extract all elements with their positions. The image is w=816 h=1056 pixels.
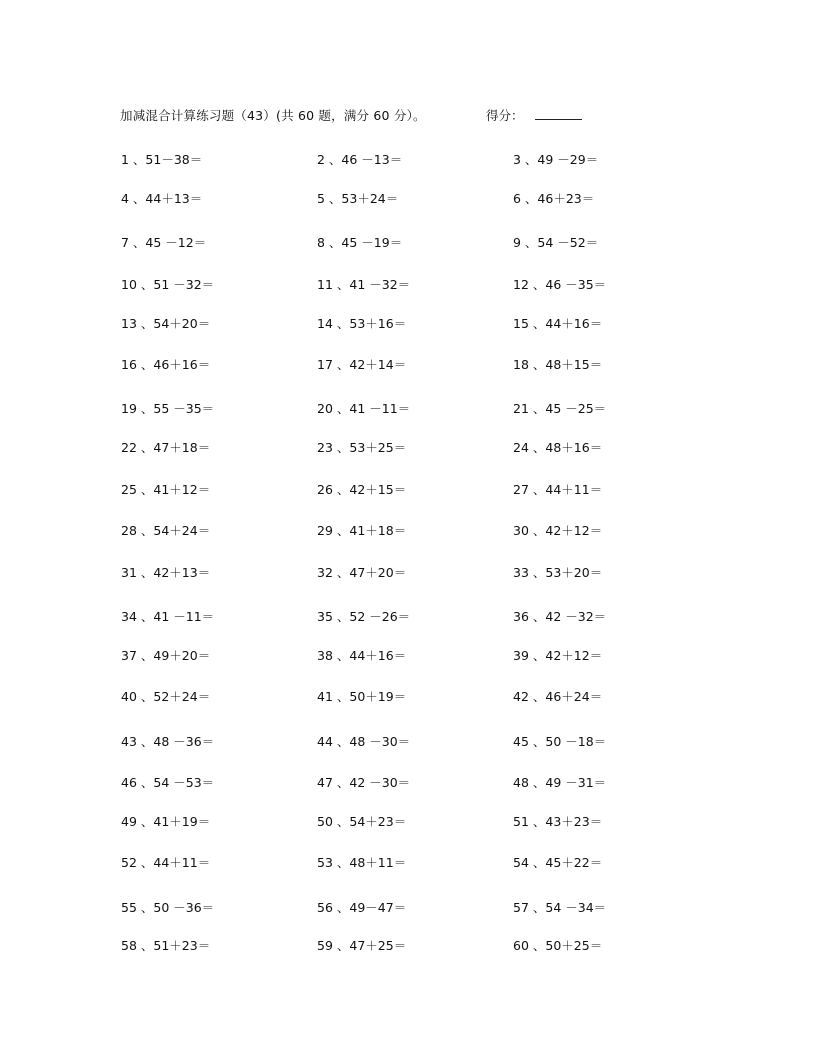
problem-item: 27 、44＋11＝	[513, 482, 603, 497]
problem-item: 39 、42＋12＝	[513, 648, 603, 663]
problem-item: 36 、42 －32＝	[513, 609, 607, 624]
worksheet-title: 加减混合计算练习题（43）(共 60 题，满分 60 分）。	[120, 108, 426, 123]
problem-item: 56 、49－47＝	[317, 900, 407, 915]
problem-item: 32 、47＋20＝	[317, 565, 407, 580]
problem-item: 12 、46 －35＝	[513, 277, 607, 292]
problem-item: 15 、44＋16＝	[513, 316, 603, 331]
problem-item: 41 、50＋19＝	[317, 689, 407, 704]
problem-item: 4 、44＋13＝	[121, 191, 203, 206]
problem-item: 50 、54＋23＝	[317, 814, 407, 829]
problem-item: 33 、53＋20＝	[513, 565, 603, 580]
problem-item: 44 、48 －30＝	[317, 734, 411, 749]
problem-item: 43 、48 －36＝	[121, 734, 215, 749]
problem-item: 31 、42＋13＝	[121, 565, 211, 580]
problem-item: 8 、45 －19＝	[317, 235, 403, 250]
problem-item: 3 、49 －29＝	[513, 152, 599, 167]
problem-item: 46 、54 －53＝	[121, 775, 215, 790]
problem-item: 2 、46 －13＝	[317, 152, 403, 167]
problem-item: 40 、52＋24＝	[121, 689, 211, 704]
problem-item: 51 、43＋23＝	[513, 814, 603, 829]
problem-item: 54 、45＋22＝	[513, 855, 603, 870]
problem-item: 49 、41＋19＝	[121, 814, 211, 829]
problem-item: 22 、47＋18＝	[121, 440, 211, 455]
problem-item: 14 、53＋16＝	[317, 316, 407, 331]
problem-item: 35 、52 －26＝	[317, 609, 411, 624]
problem-item: 48 、49 －31＝	[513, 775, 607, 790]
problem-item: 60 、50＋25＝	[513, 938, 603, 953]
problem-item: 21 、45 －25＝	[513, 401, 607, 416]
score-label: 得分：	[486, 108, 524, 123]
problem-item: 58 、51＋23＝	[121, 938, 211, 953]
problem-item: 6 、46＋23＝	[513, 191, 595, 206]
problem-item: 28 、54＋24＝	[121, 523, 211, 538]
problem-item: 45 、50 －18＝	[513, 734, 607, 749]
problem-item: 25 、41＋12＝	[121, 482, 211, 497]
problem-item: 26 、42＋15＝	[317, 482, 407, 497]
problem-item: 53 、48＋11＝	[317, 855, 407, 870]
problem-item: 52 、44＋11＝	[121, 855, 211, 870]
problem-item: 18 、48＋15＝	[513, 357, 603, 372]
problem-item: 29 、41＋18＝	[317, 523, 407, 538]
problem-item: 16 、46＋16＝	[121, 357, 211, 372]
problem-item: 23 、53＋25＝	[317, 440, 407, 455]
problem-item: 57 、54 －34＝	[513, 900, 607, 915]
problem-item: 19 、55 －35＝	[121, 401, 215, 416]
problem-item: 1 、51－38＝	[121, 152, 203, 167]
problem-item: 38 、44＋16＝	[317, 648, 407, 663]
problem-item: 7 、45 －12＝	[121, 235, 207, 250]
problem-item: 5 、53＋24＝	[317, 191, 399, 206]
problem-item: 34 、41 －11＝	[121, 609, 215, 624]
problem-item: 10 、51 －32＝	[121, 277, 215, 292]
problem-item: 42 、46＋24＝	[513, 689, 603, 704]
problem-item: 11 、41 －32＝	[317, 277, 411, 292]
problem-item: 13 、54＋20＝	[121, 316, 211, 331]
problem-item: 24 、48＋16＝	[513, 440, 603, 455]
problem-item: 20 、41 －11＝	[317, 401, 411, 416]
problem-item: 17 、42＋14＝	[317, 357, 407, 372]
problem-item: 9 、54 －52＝	[513, 235, 599, 250]
problem-item: 37 、49＋20＝	[121, 648, 211, 663]
problem-item: 30 、42＋12＝	[513, 523, 603, 538]
problem-item: 47 、42 －30＝	[317, 775, 411, 790]
problem-item: 55 、50 －36＝	[121, 900, 215, 915]
problem-item: 59 、47＋25＝	[317, 938, 407, 953]
